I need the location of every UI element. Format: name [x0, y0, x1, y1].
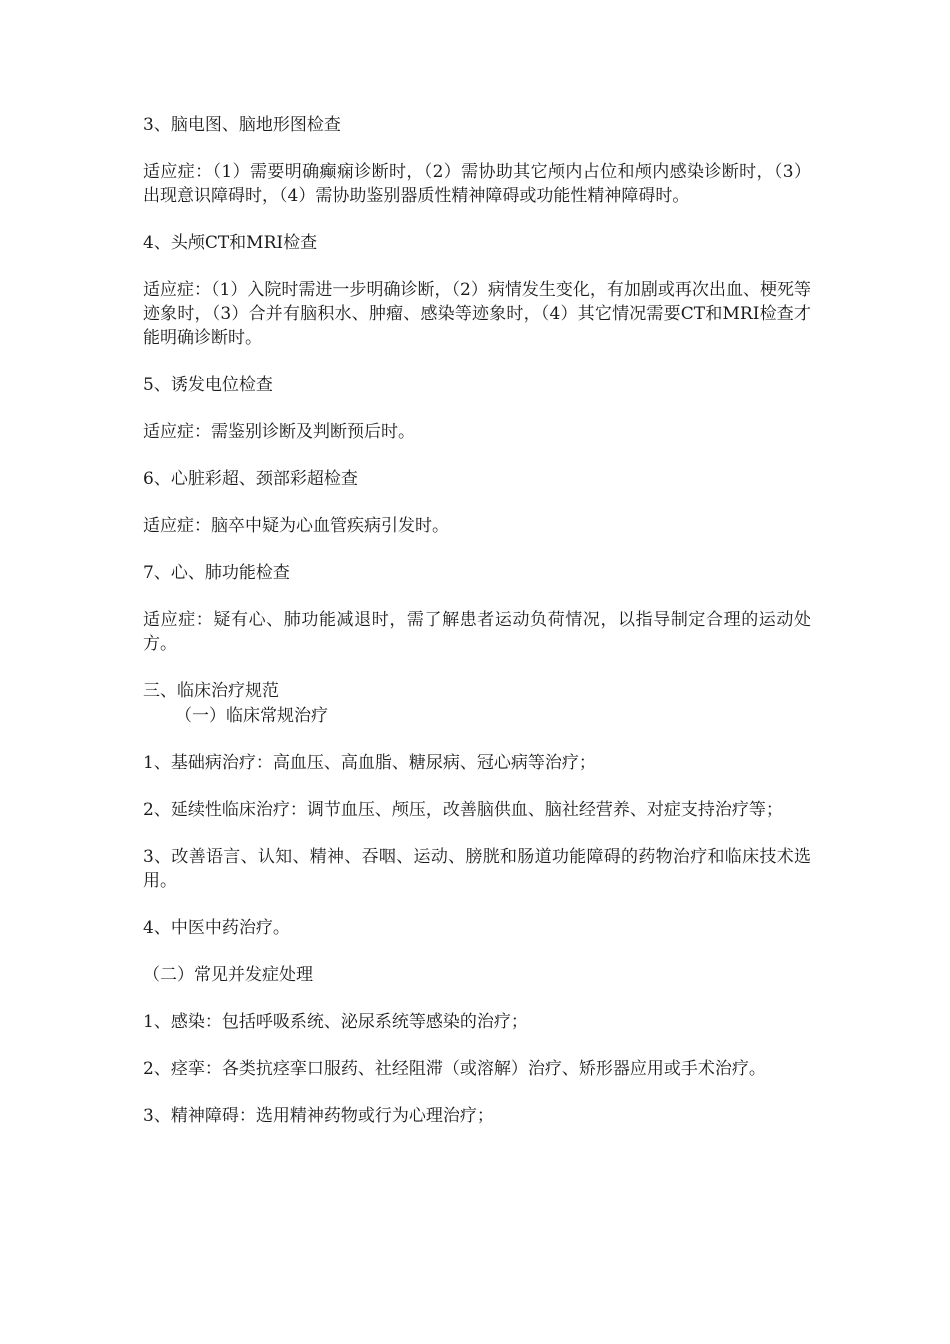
section-heading-cardiopulmonary: 7、心、肺功能检查 [143, 563, 290, 583]
subsection-heading-routine-treatment: （一）临床常规治疗 [175, 706, 328, 726]
section-heading-evoked-potential: 5、诱发电位检查 [143, 375, 273, 395]
indications-ultrasound: 适应症：脑卒中疑为心血管疾病引发时。 [143, 516, 449, 536]
section-heading-ct-mri: 4、头颅CT和MRI检查 [143, 233, 318, 253]
document-body [143, 113, 811, 1151]
section-heading-ultrasound: 6、心脏彩超、颈部彩超检查 [143, 469, 358, 489]
treatment-item-1: 1、基础病治疗：高血压、高血脂、糖尿病、冠心病等治疗； [143, 753, 596, 773]
complication-item-1: 1、感染：包括呼吸系统、泌尿系统等感染的治疗； [143, 1012, 528, 1032]
chapter-heading-treatment: 三、临床治疗规范 [143, 681, 279, 701]
treatment-item-4: 4、中医中药治疗。 [143, 918, 290, 938]
indications-cardiopulmonary: 适应症：疑有心、肺功能减退时，需了解患者运动负荷情况，以指导制定合理的运动处方。 [143, 610, 811, 654]
indications-ct-mri: 适应症：（1）入院时需进一步明确诊断，（2）病情发生变化，有加剧或再次出血、梗死等迹象时，（3）合并有脑积水、肿瘤、感染等迹象时，（4）其它情况需要CT和MRI检查才能明确诊断时。 [143, 280, 811, 348]
treatment-item-3: 3、改善语言、认知、精神、吞咽、运动、膀胱和肠道功能障碍的药物治疗和临床技术选用。 [143, 847, 811, 891]
indications-evoked-potential: 适应症：需鉴别诊断及判断预后时。 [143, 422, 415, 442]
section-heading-eeg: 3、脑电图、脑地形图检查 [143, 115, 341, 135]
complication-item-2: 2、痉挛：各类抗痉挛口服药、社经阻滞（或溶解）治疗、矫形器应用或手术治疗。 [143, 1059, 766, 1079]
complication-item-3: 3、精神障碍：选用精神药物或行为心理治疗； [143, 1106, 494, 1126]
subsection-heading-complications: （二）常见并发症处理 [143, 965, 313, 985]
treatment-item-2: 2、延续性临床治疗：调节血压、颅压，改善脑供血、脑社经营养、对症支持治疗等； [143, 800, 783, 820]
indications-eeg: 适应症：（1）需要明确癫痫诊断时，（2）需协助其它颅内占位和颅内感染诊断时，（3）出现意识障碍时，（4）需协助鉴别器质性精神障碍或功能性精神障碍时。 [143, 162, 811, 206]
